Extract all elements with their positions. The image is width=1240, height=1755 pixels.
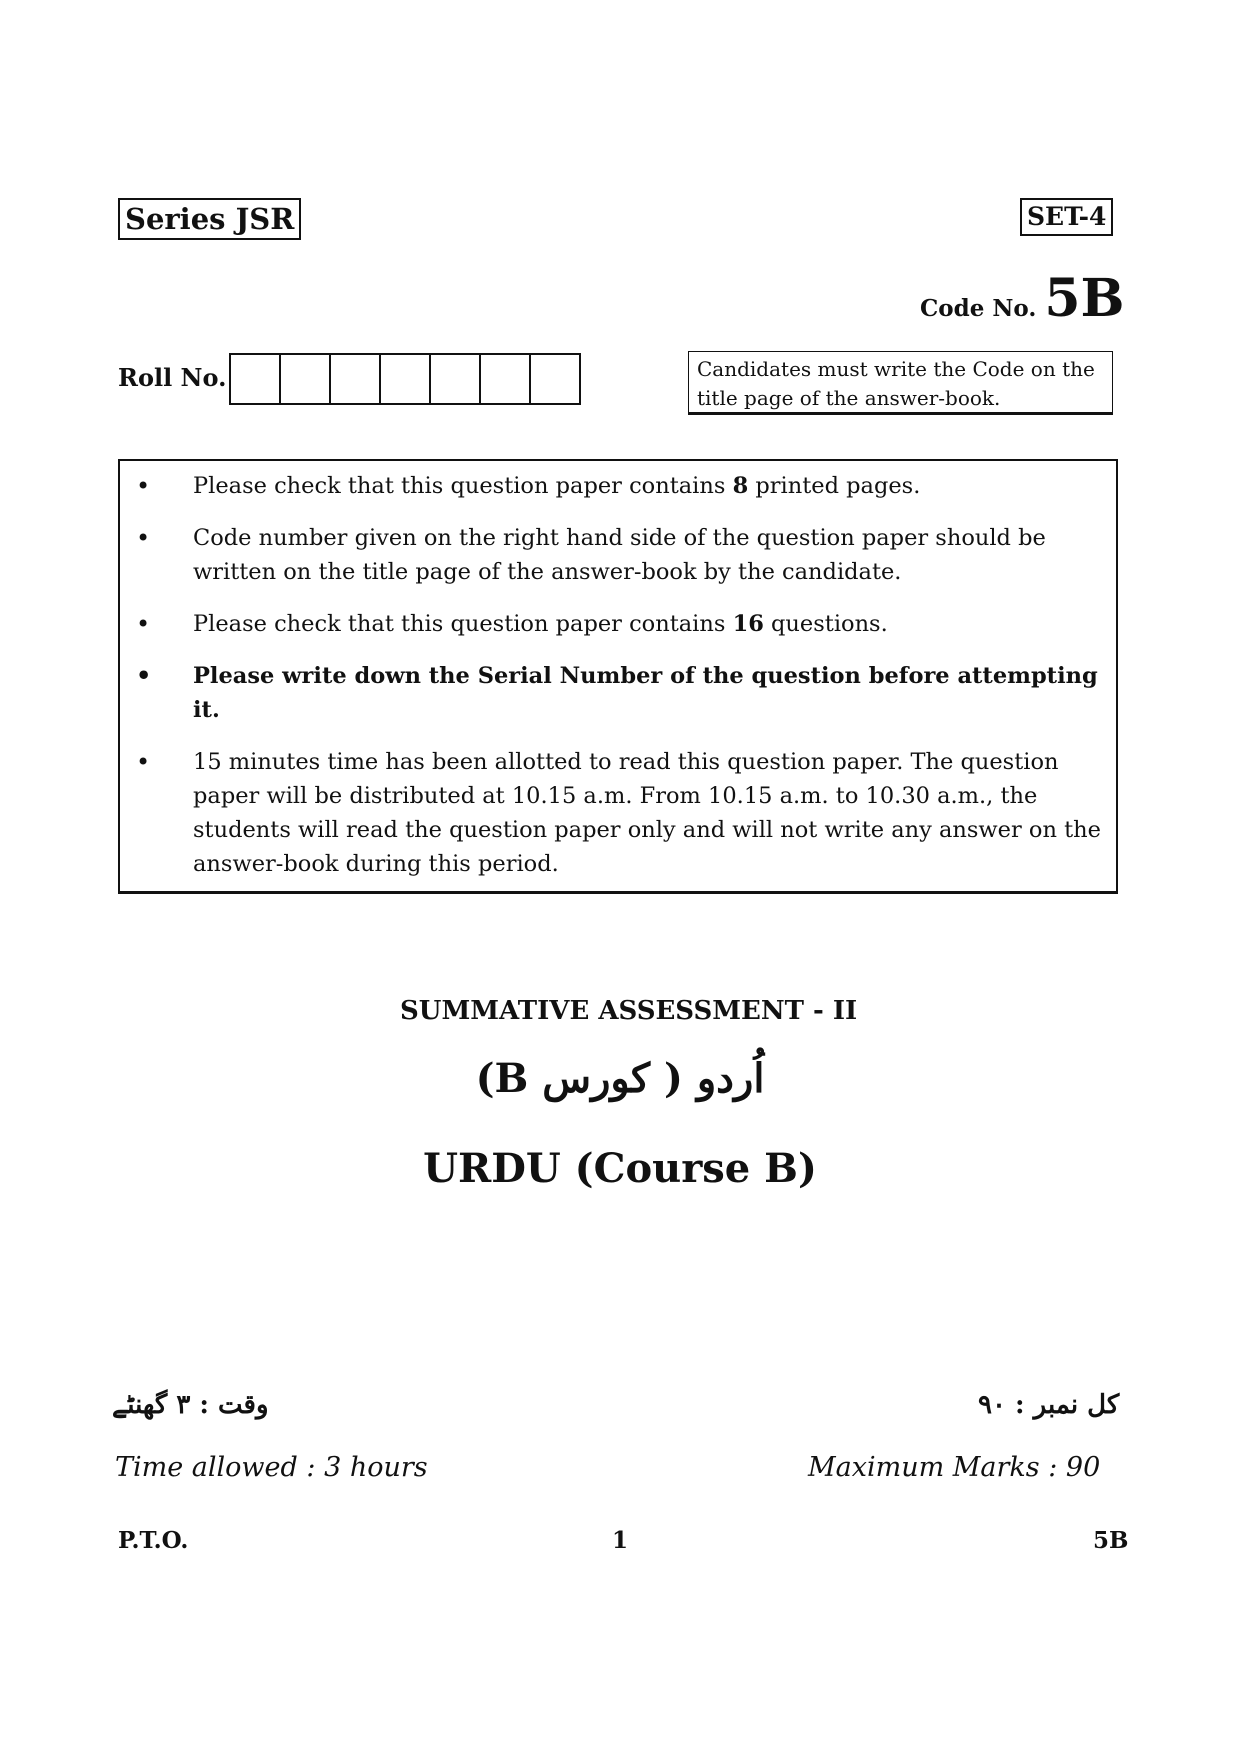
set-label: SET-4 <box>1020 198 1113 236</box>
instruction-item: • Code number given on the right hand side of the question paper should be written on the title page of the answer-book by the candidate. <box>120 521 1102 589</box>
bullet-icon: • <box>136 748 151 776</box>
roll-number-cell[interactable] <box>331 355 381 403</box>
roll-number-cell[interactable] <box>281 355 331 403</box>
assessment-title: SUMMATIVE ASSESSMENT - II <box>400 996 858 1026</box>
instruction-item: • Please check that this question paper contains 8 printed pages. <box>120 469 1102 503</box>
course-title: URDU (Course B) <box>423 1145 817 1192</box>
code-number: 5B <box>1044 268 1125 329</box>
maximum-marks: Maximum Marks : 90 <box>808 1452 1101 1483</box>
urdu-script-title: اُردو ( کورس B) <box>475 1055 765 1102</box>
roll-number-label: Roll No. <box>118 363 227 392</box>
instruction-item: • 15 minutes time has been allotted to read this question paper. The question paper will be distributed at 10.15 a.m. From 10.15 a.m. to 10.30 a.m., the students will read the question paper only and will not write any answer on the answer-book during this period. <box>120 745 1102 881</box>
marks-urdu: کل نمبر : ۹۰ <box>978 1390 1120 1420</box>
roll-number-cell[interactable] <box>431 355 481 403</box>
instructions-box <box>118 459 1118 894</box>
series-label: Series JSR <box>118 198 301 240</box>
bullet-icon: • <box>136 524 151 552</box>
roll-number-cell[interactable] <box>381 355 431 403</box>
instruction-item: • Please write down the Serial Number of the question before attempting it. <box>136 661 1098 723</box>
pto-label: P.T.O. <box>118 1527 189 1554</box>
roll-number-cell[interactable] <box>481 355 531 403</box>
code-label: Code No. <box>920 295 1037 322</box>
candidate-note: Candidates must write the Code on the title page of the answer-book. <box>688 351 1113 415</box>
footer-code: 5B <box>1093 1527 1129 1554</box>
bullet-icon: • <box>136 661 152 690</box>
bullet-icon: • <box>136 472 151 500</box>
code-number-row <box>920 268 1124 329</box>
time-urdu: وقت : ۳ گھنٹے <box>112 1390 269 1420</box>
roll-number-boxes <box>229 353 581 405</box>
time-allowed: Time allowed : 3 hours <box>115 1452 428 1483</box>
instruction-item: • Please check that this question paper contains 16 questions. <box>120 607 1102 641</box>
bullet-icon: • <box>136 610 151 638</box>
instructions-list <box>120 461 1116 881</box>
roll-number-cell[interactable] <box>531 355 579 403</box>
page-number: 1 <box>612 1527 629 1554</box>
roll-number-cell[interactable] <box>231 355 281 403</box>
